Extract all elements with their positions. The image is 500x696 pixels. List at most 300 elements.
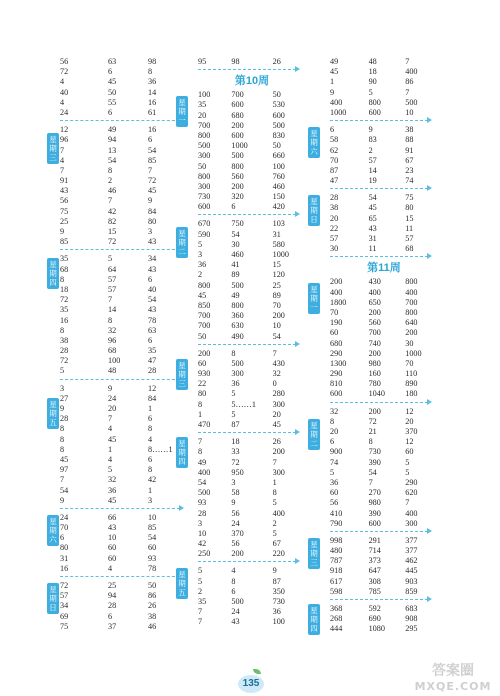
number-cell: 2 bbox=[272, 518, 277, 528]
watermark-logo bbox=[412, 664, 494, 694]
number-cell: 86 bbox=[405, 77, 414, 87]
number-cell: 90 bbox=[368, 77, 377, 87]
number-row bbox=[60, 346, 190, 356]
number-cell: 1300 bbox=[330, 358, 347, 368]
number-row bbox=[198, 577, 306, 587]
number-cell: 730 bbox=[198, 192, 211, 202]
number-cell: 1000 bbox=[330, 107, 347, 117]
number-cell: 50 bbox=[198, 161, 207, 171]
number-cell: 200 bbox=[198, 348, 211, 358]
number-cell: 78 bbox=[148, 563, 157, 573]
number-cell: 28 bbox=[108, 601, 117, 611]
number-cell: 84 bbox=[148, 206, 157, 216]
number-row bbox=[60, 176, 190, 186]
number-cell: 38 bbox=[60, 335, 69, 345]
number-cell: 94 bbox=[108, 135, 117, 145]
number-row bbox=[330, 156, 438, 166]
number-cell: 9 bbox=[108, 383, 113, 393]
number-cell: 33 bbox=[231, 447, 240, 457]
number-row bbox=[198, 131, 306, 141]
number-cell: 200 bbox=[368, 307, 381, 317]
number-cell: 26 bbox=[272, 57, 281, 66]
number-cell: 580 bbox=[272, 239, 285, 249]
number-cell: 55 bbox=[108, 97, 117, 107]
number-row bbox=[198, 539, 306, 549]
number-cell: 120 bbox=[272, 270, 285, 280]
number-cell: 32 bbox=[108, 325, 117, 335]
number-cell: 830 bbox=[272, 130, 285, 140]
tab-thursday: 星期四 bbox=[47, 258, 59, 289]
number-row bbox=[60, 612, 190, 622]
number-row bbox=[198, 100, 306, 110]
number-cell: 12 bbox=[148, 383, 157, 393]
number-cell: 57 bbox=[108, 284, 117, 294]
number-cell: 12 bbox=[60, 125, 69, 135]
number-row bbox=[60, 554, 190, 564]
number-cell: 15 bbox=[108, 227, 117, 236]
number-cell: 8 bbox=[231, 348, 236, 358]
number-cell: 70 bbox=[60, 523, 69, 533]
number-row bbox=[330, 624, 438, 634]
number-cell: 350 bbox=[272, 586, 285, 596]
number-cell: 647 bbox=[368, 566, 381, 576]
number-cell: 800 bbox=[198, 280, 211, 290]
number-row bbox=[198, 389, 306, 399]
number-cell: 85 bbox=[148, 155, 157, 165]
number-cell: 4 bbox=[108, 454, 113, 464]
number-row bbox=[330, 277, 438, 287]
number-row bbox=[60, 445, 190, 455]
number-cell: 80 bbox=[60, 543, 69, 553]
number-cell: 6 bbox=[231, 586, 236, 596]
number-cell: 200 bbox=[231, 181, 244, 191]
number-row bbox=[330, 308, 438, 318]
col1-section-1 bbox=[60, 57, 190, 118]
number-cell: 400 bbox=[330, 97, 343, 107]
number-cell: 3 bbox=[148, 495, 153, 505]
number-row bbox=[198, 488, 306, 498]
number-cell: 16 bbox=[148, 125, 157, 135]
number-row bbox=[60, 591, 190, 601]
number-row bbox=[198, 219, 306, 229]
number-cell: 500 bbox=[231, 597, 244, 606]
number-cell: 1 bbox=[108, 444, 113, 454]
number-cell: 5 bbox=[405, 467, 410, 477]
number-cell: 800 bbox=[198, 171, 211, 181]
number-cell: 67 bbox=[405, 155, 414, 165]
number-cell: 38 bbox=[330, 203, 339, 213]
number-row bbox=[60, 564, 190, 574]
number-row bbox=[198, 458, 306, 468]
number-cell: 2 bbox=[108, 176, 113, 186]
number-cell: 598 bbox=[330, 586, 343, 596]
number-row bbox=[198, 349, 306, 359]
number-row bbox=[330, 108, 438, 118]
number-cell: 42 bbox=[198, 539, 207, 549]
number-cell: 420 bbox=[272, 202, 285, 212]
number-cell: 74 bbox=[330, 457, 339, 467]
tab-thursday: 星期四 bbox=[308, 604, 320, 635]
number-cell: 8 bbox=[148, 67, 153, 77]
number-cell: 86 bbox=[148, 591, 157, 601]
number-cell: 103 bbox=[272, 219, 285, 229]
col3-section-thursday bbox=[310, 604, 438, 635]
number-cell: 10 bbox=[405, 107, 414, 117]
number-row bbox=[330, 478, 438, 488]
number-cell: 12 bbox=[405, 437, 414, 447]
number-cell: 280 bbox=[272, 389, 285, 399]
dashed-divider bbox=[198, 213, 306, 217]
number-row bbox=[198, 607, 306, 617]
number-cell: 930 bbox=[198, 369, 211, 379]
number-cell: 8 bbox=[60, 325, 65, 335]
number-cell: 500 bbox=[231, 151, 244, 161]
number-cell: 66 bbox=[108, 512, 117, 522]
col3-section-tuesday bbox=[310, 406, 438, 529]
col2-section-0 bbox=[198, 57, 306, 67]
number-row bbox=[60, 305, 190, 315]
number-cell: 58 bbox=[231, 488, 240, 498]
number-row bbox=[198, 400, 306, 410]
number-cell: 58 bbox=[330, 135, 339, 145]
number-row bbox=[60, 326, 190, 336]
number-cell: 82 bbox=[108, 216, 117, 226]
number-cell: 91 bbox=[60, 176, 69, 186]
tab-wednesday: 星期三 bbox=[176, 359, 188, 390]
number-cell: 65 bbox=[368, 213, 377, 223]
number-cell: 56 bbox=[60, 57, 69, 66]
number-cell: 75 bbox=[60, 206, 69, 216]
number-cell: 72 bbox=[60, 295, 69, 305]
number-cell: 300 bbox=[231, 369, 244, 379]
number-row bbox=[60, 98, 190, 108]
number-cell: 27 bbox=[60, 393, 69, 403]
dashed-divider bbox=[330, 401, 438, 405]
number-cell: 11 bbox=[405, 223, 414, 233]
number-row bbox=[198, 587, 306, 597]
number-cell: 908 bbox=[405, 614, 418, 624]
number-row bbox=[60, 135, 190, 145]
number-row bbox=[198, 359, 306, 369]
number-cell: 28 bbox=[148, 366, 157, 376]
number-row bbox=[198, 369, 306, 379]
number-cell: 3 bbox=[198, 250, 203, 259]
number-cell: 46 bbox=[148, 621, 157, 631]
number-cell: 4 bbox=[60, 97, 65, 107]
number-row bbox=[60, 513, 190, 523]
number-row bbox=[198, 468, 306, 478]
number-cell: 6 bbox=[330, 125, 335, 135]
number-cell: 54 bbox=[368, 193, 377, 203]
number-cell: 500 bbox=[405, 97, 418, 107]
number-row bbox=[60, 336, 190, 346]
number-cell: 2 bbox=[368, 145, 373, 155]
number-row bbox=[60, 67, 190, 77]
watermark-line-1: 答案圈 bbox=[432, 663, 474, 679]
number-row bbox=[330, 244, 438, 254]
number-cell: 60 bbox=[405, 447, 414, 457]
number-cell: 785 bbox=[368, 586, 381, 596]
number-row bbox=[60, 366, 190, 376]
number-cell: 28 bbox=[330, 193, 339, 203]
number-row bbox=[330, 135, 438, 145]
number-cell: 28 bbox=[198, 508, 207, 518]
dashed-divider bbox=[330, 255, 438, 259]
number-cell: 444 bbox=[330, 624, 343, 634]
number-cell: 6 bbox=[108, 611, 113, 621]
number-cell: 70 bbox=[330, 155, 339, 165]
number-cell: 1 bbox=[272, 477, 277, 487]
number-cell: 18 bbox=[60, 284, 69, 294]
number-cell: 600 bbox=[198, 202, 211, 212]
number-cell: 85 bbox=[148, 523, 157, 533]
number-cell: 400 bbox=[330, 287, 343, 297]
number-cell: 72 bbox=[108, 237, 117, 247]
number-cell: 7 bbox=[405, 57, 410, 66]
number-cell: 859 bbox=[405, 586, 418, 596]
number-cell: 49 bbox=[231, 290, 240, 300]
number-cell: 3 bbox=[198, 518, 203, 528]
number-cell: 7 bbox=[198, 607, 203, 617]
number-cell: 300 bbox=[272, 467, 285, 477]
number-cell: 7 bbox=[60, 165, 65, 175]
number-cell: 180 bbox=[405, 389, 418, 399]
number-cell: 600 bbox=[330, 389, 343, 399]
number-cell: 9 bbox=[148, 196, 153, 206]
number-row bbox=[198, 566, 306, 576]
col1-section-friday bbox=[49, 383, 190, 506]
col2-section-friday bbox=[178, 566, 306, 627]
number-cell: 72 bbox=[148, 176, 157, 186]
number-cell: 600 bbox=[272, 110, 285, 120]
number-row bbox=[198, 332, 306, 342]
number-cell: 690 bbox=[368, 614, 381, 624]
number-cell: 290 bbox=[330, 369, 343, 379]
number-cell: 24 bbox=[60, 512, 69, 522]
number-cell: 14 bbox=[108, 305, 117, 315]
number-cell: 72 bbox=[60, 67, 69, 77]
number-cell: 42 bbox=[148, 475, 157, 485]
number-cell: 45 bbox=[108, 77, 117, 87]
number-cell: 35 bbox=[198, 597, 207, 606]
number-cell: 9 bbox=[368, 125, 373, 135]
number-cell: 850 bbox=[198, 300, 211, 310]
tab-sunday: 星期日 bbox=[308, 195, 320, 226]
number-cell: 24 bbox=[231, 518, 240, 528]
number-cell: 94 bbox=[108, 591, 117, 601]
number-cell: 8 bbox=[148, 465, 153, 475]
number-cell: 26 bbox=[272, 437, 281, 447]
number-row bbox=[330, 407, 438, 417]
number-cell: 268 bbox=[330, 614, 343, 624]
tab-saturday: 星期六 bbox=[47, 515, 59, 546]
number-cell: 41 bbox=[231, 260, 240, 270]
dashed-divider bbox=[330, 187, 438, 191]
number-cell: 32 bbox=[330, 406, 339, 416]
number-row bbox=[60, 356, 190, 366]
col3-section-saturday bbox=[310, 125, 438, 186]
number-cell: 22 bbox=[198, 379, 207, 389]
number-cell: 70 bbox=[272, 300, 281, 310]
number-cell: 6 bbox=[108, 107, 113, 117]
number-row bbox=[330, 546, 438, 556]
col1-section-thursday bbox=[49, 254, 190, 376]
number-row bbox=[198, 90, 306, 100]
number-cell: 980 bbox=[368, 498, 381, 508]
number-cell: 150 bbox=[272, 192, 285, 202]
number-cell: 60 bbox=[108, 553, 117, 563]
number-cell: 780 bbox=[368, 379, 381, 389]
number-cell: 50 bbox=[148, 581, 157, 590]
number-cell: 12 bbox=[405, 406, 414, 416]
number-row bbox=[330, 359, 438, 369]
number-cell: 28 bbox=[60, 414, 69, 424]
number-cell: 2 bbox=[198, 270, 203, 280]
number-cell: 54 bbox=[60, 485, 69, 495]
number-cell: 36 bbox=[198, 260, 207, 270]
column-3 bbox=[310, 57, 438, 635]
number-cell: 47 bbox=[148, 356, 157, 366]
number-cell: 36 bbox=[108, 485, 117, 495]
number-row bbox=[198, 379, 306, 389]
number-row bbox=[60, 496, 190, 506]
number-cell: 16 bbox=[148, 97, 157, 107]
number-row bbox=[198, 240, 306, 250]
number-cell: 49 bbox=[330, 57, 339, 66]
number-row bbox=[60, 196, 190, 206]
number-cell: 2 bbox=[198, 586, 203, 596]
number-cell: 72 bbox=[368, 416, 377, 426]
number-cell: 97 bbox=[60, 465, 69, 475]
number-row bbox=[330, 318, 438, 328]
watermark-line-2: MXQE.COM bbox=[414, 680, 492, 693]
number-cell: 98 bbox=[231, 57, 240, 66]
number-row bbox=[198, 250, 306, 260]
number-cell: 7 bbox=[272, 348, 277, 358]
dashed-divider bbox=[60, 119, 190, 123]
number-row bbox=[330, 498, 438, 508]
number-row bbox=[60, 156, 190, 166]
number-cell: 69 bbox=[60, 611, 69, 621]
number-cell: 60 bbox=[198, 358, 207, 368]
number-row bbox=[60, 581, 190, 591]
number-row bbox=[330, 509, 438, 519]
number-cell: 950 bbox=[231, 467, 244, 477]
number-cell: 10 bbox=[272, 321, 281, 331]
number-cell: 8 bbox=[198, 447, 203, 457]
number-cell: 62 bbox=[330, 145, 339, 155]
number-cell: 9 bbox=[272, 566, 277, 576]
number-cell: 600 bbox=[231, 100, 244, 110]
number-cell: 56 bbox=[231, 508, 240, 518]
number-cell: 60 bbox=[330, 488, 339, 498]
number-cell: 21 bbox=[368, 427, 377, 436]
number-cell: 63 bbox=[148, 325, 157, 335]
number-row bbox=[330, 587, 438, 597]
number-cell: 98 bbox=[148, 57, 157, 66]
number-cell: 83 bbox=[368, 135, 377, 145]
number-row bbox=[60, 316, 190, 326]
number-cell: 7 bbox=[60, 475, 65, 485]
number-cell: 530 bbox=[272, 100, 285, 110]
number-cell: 1040 bbox=[368, 389, 385, 399]
number-cell: 400 bbox=[405, 287, 418, 297]
number-cell: 460 bbox=[231, 250, 244, 259]
number-row bbox=[198, 478, 306, 488]
tab-monday: 星期一 bbox=[308, 283, 320, 314]
number-row bbox=[330, 417, 438, 427]
number-cell: 20 bbox=[108, 404, 117, 413]
number-cell: 25 bbox=[108, 581, 117, 590]
number-row bbox=[60, 455, 190, 465]
tab-tuesday: 星期二 bbox=[308, 419, 320, 450]
number-row bbox=[330, 166, 438, 176]
number-cell: 60 bbox=[330, 328, 339, 338]
number-cell: 370 bbox=[231, 528, 244, 538]
number-cell: 200 bbox=[272, 311, 285, 321]
number-cell: 35 bbox=[60, 305, 69, 315]
number-row bbox=[60, 435, 190, 445]
number-cell: 100 bbox=[272, 161, 285, 171]
number-row bbox=[60, 207, 190, 217]
col1-section-sunday bbox=[49, 581, 190, 632]
number-cell: 7 bbox=[368, 477, 373, 487]
number-row bbox=[198, 230, 306, 240]
number-row bbox=[198, 192, 306, 202]
week-11-heading: 第11周 bbox=[367, 262, 401, 275]
number-cell: 8 bbox=[108, 165, 113, 175]
number-cell: 88 bbox=[405, 135, 414, 145]
number-cell: 430 bbox=[368, 277, 381, 287]
number-cell: 270 bbox=[368, 488, 381, 498]
col1-section-saturday bbox=[49, 512, 190, 574]
number-cell: 6 bbox=[148, 135, 153, 145]
number-row bbox=[330, 577, 438, 587]
number-row bbox=[330, 224, 438, 234]
number-row bbox=[330, 427, 438, 437]
number-cell: 460 bbox=[272, 181, 285, 191]
col2-section-thursday bbox=[178, 437, 306, 559]
number-row bbox=[198, 111, 306, 121]
number-cell: 4 bbox=[60, 155, 65, 165]
number-cell: 16 bbox=[60, 563, 69, 573]
number-cell: 4 bbox=[148, 434, 153, 444]
dashed-divider bbox=[60, 378, 190, 382]
number-cell: 6 bbox=[60, 533, 65, 543]
number-cell: 500 bbox=[272, 120, 285, 130]
number-cell: 28 bbox=[60, 346, 69, 356]
number-cell: 700 bbox=[198, 311, 211, 321]
number-cell: 445 bbox=[405, 566, 418, 576]
number-row bbox=[60, 414, 190, 424]
number-cell: 200 bbox=[330, 277, 343, 287]
number-cell: 4 bbox=[108, 424, 113, 434]
number-cell: 430 bbox=[272, 358, 285, 368]
number-row bbox=[60, 77, 190, 87]
number-row bbox=[330, 447, 438, 457]
number-row bbox=[330, 519, 438, 529]
number-cell: 377 bbox=[405, 535, 418, 545]
number-row bbox=[198, 447, 306, 457]
number-row bbox=[60, 265, 190, 275]
number-row bbox=[198, 281, 306, 291]
number-row bbox=[330, 328, 438, 338]
number-cell: 5 bbox=[405, 457, 410, 467]
number-row bbox=[330, 193, 438, 203]
number-cell: 43 bbox=[108, 523, 117, 533]
number-cell: 500 bbox=[231, 280, 244, 290]
number-cell: 20 bbox=[330, 427, 339, 436]
